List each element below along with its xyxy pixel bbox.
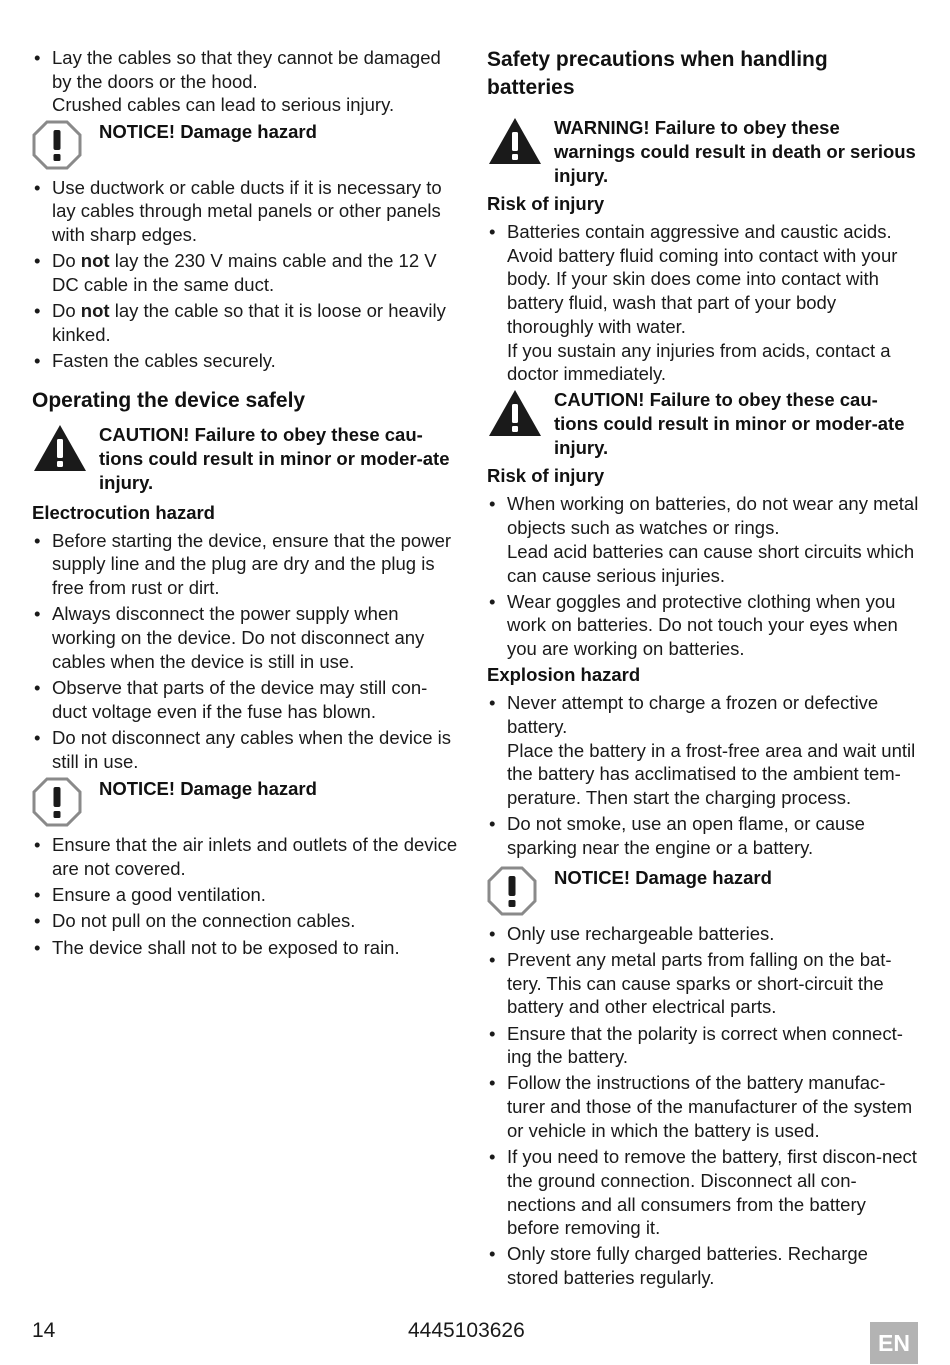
intro-list — [32, 46, 462, 117]
cable-list — [32, 176, 462, 373]
list-item: • Ensure that the polarity is correct when connect-ing the battery. — [487, 1022, 919, 1069]
language-badge: EN — [870, 1322, 918, 1364]
document-number: 4445103626 — [408, 1319, 525, 1342]
list-item: • Do not lay the 230 V mains cable and the 12 V DC cable in the same duct. — [32, 249, 462, 296]
list-item: • Prevent any metal parts from falling on the bat-tery. This can cause sparks or short-circuit the battery and other electrical parts. — [487, 948, 919, 1019]
list-item: • Ensure that the air inlets and outlets of the device are not covered. — [32, 833, 462, 880]
list-item: • Do not smoke, use an open flame, or cause sparking near the engine or a battery. — [487, 812, 919, 859]
caution-block-2: CAUTION! Failure to obey these cau-tions could result in minor or moder-ate injury. — [487, 388, 919, 460]
risk1-list — [487, 220, 919, 386]
list-item: • The device shall not to be exposed to rain. — [32, 936, 462, 960]
list-item: • Observe that parts of the device may still con-duct voltage even if the fuse has blown. — [32, 676, 462, 723]
list-item: • Do not lay the cable so that it is loose or heavily kinked. — [32, 299, 462, 346]
risk2-list — [487, 492, 919, 660]
list-item: • Lay the cables so that they cannot be damaged by the doors or the hood. Crushed cables can lead to serious injury. — [32, 46, 462, 117]
section-heading-batteries: Safety precautions when handling batteries — [487, 48, 828, 99]
right-column — [487, 46, 919, 1292]
warning-triangle-icon — [32, 423, 99, 473]
list-item: • Follow the instructions of the battery manufac-turer and those of the manufacturer of the system or vehicle in which the battery is used. — [487, 1071, 919, 1142]
notice-damage-hazard-3: NOTICE! Damage hazard — [487, 866, 919, 916]
notice-icon — [487, 866, 554, 916]
notice-icon — [32, 120, 99, 170]
list-item: • Do not disconnect any cables when the device is still in use. — [32, 726, 462, 773]
list-item: • Ensure a good ventilation. — [32, 883, 462, 907]
notice-damage-hazard-2: NOTICE! Damage hazard — [32, 777, 462, 827]
notice3-list — [487, 922, 919, 1290]
notice2-list — [32, 833, 462, 959]
notice-damage-hazard-1: NOTICE! Damage hazard — [32, 120, 462, 170]
section-heading-operating: Operating the device safely — [32, 388, 306, 412]
list-item: • If you need to remove the battery, first discon-nect the ground connection. Disconnect all con-nections and all consumers from the battery before removing it. — [487, 1145, 919, 1240]
list-item: • Always disconnect the power supply when working on the device. Do not disconnect any cables when the device is still in use. — [32, 602, 462, 673]
caution-block-1: CAUTION! Failure to obey these cau-tions could result in minor or moder-ate injury. — [32, 423, 462, 495]
list-item: • Only use rechargeable batteries. — [487, 922, 919, 946]
list-item: • Fasten the cables securely. — [32, 349, 462, 373]
explosion-list — [487, 691, 919, 859]
list-item: • Only store fully charged batteries. Recharge stored batteries regularly. — [487, 1242, 919, 1289]
list-item: • Do not pull on the connection cables. — [32, 909, 462, 933]
heading-risk-of-injury-2: Risk of injury — [487, 465, 605, 487]
notice-icon — [32, 777, 99, 827]
list-item: • Batteries contain aggressive and caustic acids. Avoid battery fluid coming into contact with your body. If your skin does come into contact with battery fluid, wash that part of your body thoroughly with water. If you sustain any injuries from acids, contact a doctor immediately. — [487, 220, 919, 386]
heading-explosion-hazard: Explosion hazard — [487, 664, 641, 686]
heading-electrocution-hazard: Electrocution hazard — [32, 501, 215, 523]
list-item: • Before starting the device, ensure that the power supply line and the plug are dry and the plug is free from rust or dirt. — [32, 529, 462, 600]
list-item: • Wear goggles and protective clothing when you work on batteries. Do not touch your eyes when you are working on batteries. — [487, 590, 919, 661]
warning-triangle-icon — [487, 116, 554, 166]
left-column — [32, 46, 462, 962]
page-number: 14 — [32, 1319, 56, 1342]
electrocution-list — [32, 529, 462, 774]
warning-block-1: WARNING! Failure to obey these warnings could result in death or serious injury. — [487, 116, 919, 188]
list-item: • Use ductwork or cable ducts if it is necessary to lay cables through metal panels or other panels with sharp edges. — [32, 176, 462, 247]
list-item: • Never attempt to charge a frozen or defective battery. Place the battery in a frost-free area and wait until the battery has acclimatised to the ambient tem-perature. Then start the charging process. — [487, 691, 919, 810]
list-item: • When working on batteries, do not wear any metal objects such as watches or rings. Lead acid batteries can cause short circuits which can cause serious injuries. — [487, 492, 919, 587]
warning-triangle-icon — [487, 388, 554, 438]
heading-risk-of-injury-1: Risk of injury — [487, 193, 605, 214]
